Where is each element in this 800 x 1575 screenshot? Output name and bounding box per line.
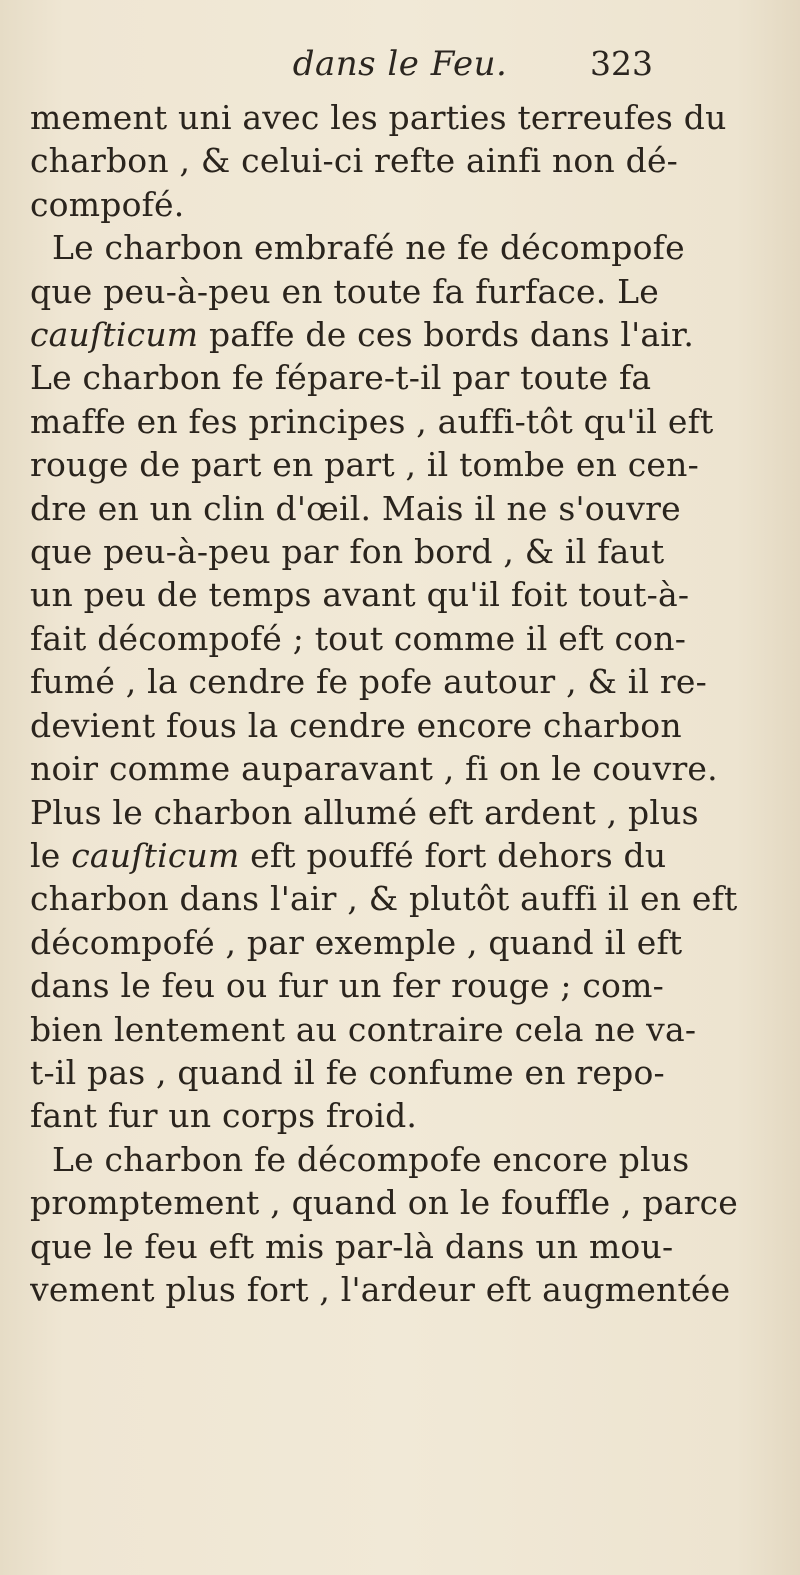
- text-line-17: Plus le charbon allumé eft ardent , plus: [30, 792, 699, 832]
- body-text: [30, 96, 785, 1311]
- text-line-12: un peu de temps avant qu'il foit tout-à-: [30, 575, 690, 615]
- text-line-10: dre en un clin d'œil. Mais il ne s'ouvre: [30, 488, 681, 528]
- text-line-18-rest: eft pouffé fort dehors du: [239, 835, 667, 875]
- text-line-24: fant fur un corps froid.: [30, 1096, 418, 1136]
- text-line-22: bien lentement au contraire cela ne va-: [30, 1009, 697, 1049]
- page-number: 323: [590, 44, 653, 83]
- text-line-4: Le charbon embrafé ne fe décompofe: [52, 228, 685, 268]
- text-line-6: [30, 313, 785, 356]
- text-line-25: Le charbon fe décompofe encore plus: [52, 1139, 690, 1179]
- text-line-6-rest: paffe de ces bords dans l'air.: [198, 315, 695, 355]
- text-line-16: noir comme auparavant , fi on le couvre.: [30, 749, 718, 789]
- text-line-20: décompofé , par exemple , quand il eft: [30, 922, 683, 962]
- text-line-5: que peu-à-peu en toute fa furface. Le: [30, 271, 659, 311]
- text-line-8: maffe en fes principes , auffi-tôt qu'il eft: [30, 401, 714, 441]
- text-line-18-start: le: [30, 835, 72, 875]
- text-line-15: devient fous la cendre encore charbon: [30, 705, 682, 745]
- text-line-2: charbon , & celui-ci refte ainfi non dé-: [30, 141, 679, 181]
- text-line-21: dans le feu ou fur un fer rouge ; com-: [30, 966, 664, 1006]
- text-line-7: Le charbon fe fépare-t-il par toute fa: [30, 358, 652, 398]
- text-line-18: [30, 834, 785, 877]
- text-line-27: que le feu eft mis par-là dans un mou-: [30, 1226, 674, 1266]
- term-causticum-1: cauſticum: [30, 315, 199, 355]
- text-line-28: vement plus fort , l'ardeur eft augmentée: [30, 1269, 731, 1309]
- text-line-19: charbon dans l'air , & plutôt auffi il en eft: [30, 879, 738, 919]
- text-line-1: mement uni avec les parties terreufes du: [30, 98, 727, 137]
- term-causticum-2: cauſticum: [71, 835, 240, 875]
- page-header: [0, 44, 800, 88]
- text-line-11: que peu-à-peu par fon bord , & il faut: [30, 532, 665, 572]
- text-line-3: compofé.: [30, 184, 185, 224]
- text-line-26: promptement , quand on le fouffle , parce: [30, 1183, 738, 1223]
- text-line-23: t-il pas , quand il fe confume en repo-: [30, 1052, 665, 1092]
- running-head: dans le Feu.: [292, 44, 508, 84]
- text-line-9: rouge de part en part , il tombe en cen-: [30, 445, 699, 485]
- text-line-14: fumé , la cendre fe pofe autour , & il re-: [30, 662, 707, 702]
- text-line-13: fait décompofé ; tout comme il eft con-: [30, 618, 687, 658]
